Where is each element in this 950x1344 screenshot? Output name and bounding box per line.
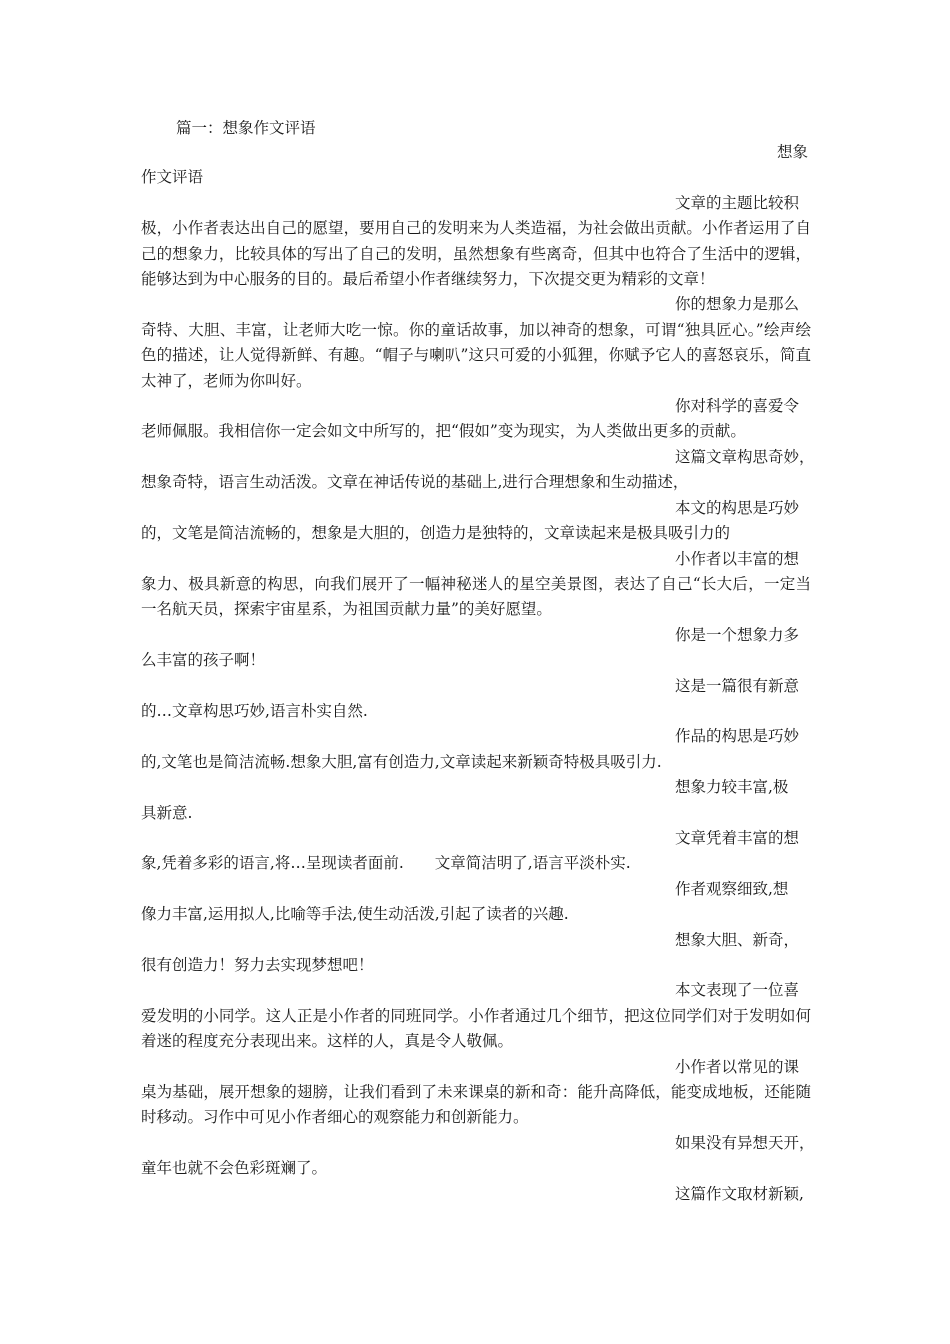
paragraph-body-text: 像力丰富,运用拟人,比喻等手法,使生动活泼,引起了读者的兴趣.: [141, 905, 569, 924]
comment-paragraph: [141, 1055, 811, 1131]
paragraph-body-text: 奇特、大胆、丰富，让老师大吃一惊。你的童话故事，加以神奇的想象，可谓“独具匠心。”绘声绘色的描述，让人觉得新鲜、有趣。“帽子与喇叭”这只可爱的小狐狸，你赋予它人的喜怒哀乐，简直太神了，老师为你叫好。: [141, 320, 811, 390]
paragraph-lead-text: 想象大胆、新奇，: [675, 930, 800, 949]
paragraph-body-text: 想象奇特，语言生动活泼。文章在神话传说的基础上,进行合理想象和生动描述，: [141, 473, 689, 492]
paragraph-body-text: 很有创造力！努力去实现梦想吧！: [141, 956, 374, 974]
paragraph-body-text: 么丰富的孩子啊！: [141, 651, 266, 670]
paragraph-body-text: 老师佩服。我相信你一定会如文中所写的，把“假如”变为现实，为人类做出更多的贡献。: [141, 422, 746, 441]
paragraph-lead: [141, 140, 811, 165]
paragraph-lead-text: 本文表现了一位喜: [675, 981, 800, 1000]
paragraph-lead: [141, 724, 811, 749]
comment-paragraph: [141, 445, 815, 496]
document-body: [141, 140, 815, 1207]
comment-paragraph: [141, 724, 811, 775]
paragraph-lead: [141, 877, 811, 902]
paragraph-body-text: 的,文笔也是简洁流畅.想象大胆,富有创造力,文章读起来新颖奇特极具吸引力.: [141, 752, 662, 771]
paragraph-body-text: 的…文章构思巧妙,语言朴实自然.: [141, 701, 368, 720]
paragraph-body-text: 童年也就不会色彩斑斓了。: [141, 1159, 328, 1178]
comment-paragraph: [141, 978, 811, 1054]
paragraph-lead-text: 小作者以丰富的想: [675, 549, 800, 568]
paragraph-lead-text: 如果没有异想天开，: [675, 1133, 815, 1152]
comment-paragraph: [141, 928, 811, 979]
comment-paragraph: [141, 496, 811, 547]
paragraph-lead: [141, 928, 811, 953]
paragraph-lead: [141, 623, 811, 648]
paragraph-lead: [141, 191, 811, 216]
paragraph-lead-text: 文章的主题比较积: [675, 193, 800, 212]
paragraph-lead-text: 想象力较丰富,极: [675, 778, 789, 797]
paragraph-lead: [141, 1131, 815, 1156]
comment-paragraph: [141, 394, 811, 445]
paragraph-lead: [141, 445, 815, 470]
comment-paragraph: [141, 623, 811, 674]
paragraph-lead: [141, 826, 811, 851]
comment-paragraph: [141, 140, 811, 191]
paragraph-lead-text: 你是一个想象力多: [675, 625, 800, 644]
paragraph-body-text: 象力、极具新意的构思，向我们展开了一幅神秘迷人的星空美景图，表达了自己“长大后，一定当一名航天员，探索宇宙星系，为祖国贡献力量”的美好愿望。: [141, 574, 811, 619]
paragraph-lead-text: 你对科学的喜爱令: [675, 397, 800, 416]
comment-paragraph: [141, 547, 811, 623]
paragraph-lead-text: 这篇作文取材新颖,: [675, 1184, 804, 1203]
paragraph-lead-text: 你的想象力是那么: [675, 295, 800, 314]
comment-paragraph: [141, 826, 811, 877]
paragraph-body-text: 具新意.: [141, 803, 193, 822]
paragraph-lead: [141, 394, 811, 419]
paragraph-lead-text: 作品的构思是巧妙: [675, 727, 800, 746]
paragraph-body-text: 的，文笔是简洁流畅的，想象是大胆的，创造力是独特的，文章读起来是极具吸引力的: [141, 524, 731, 543]
comment-paragraph: [141, 775, 811, 826]
paragraph-lead-text: 本文的构思是巧妙: [675, 498, 800, 517]
paragraph-body-text: 象,凭着多彩的语言,将…呈现读者面前. 文章简洁明了,语言平淡朴实.: [141, 854, 631, 873]
paragraph-lead-text: 文章凭着丰富的想: [675, 828, 800, 847]
comment-paragraph: [141, 191, 811, 293]
paragraph-body-text: 爱发明的小同学。这人正是小作者的同班同学。小作者通过几个细节，把这位同学们对于发明如何着迷的程度充分表现出来。这样的人，真是令人敬佩。: [141, 1006, 811, 1051]
comment-paragraph: [141, 1131, 815, 1182]
paragraph-lead: [141, 1055, 811, 1080]
paragraph-body-text: 作文评语: [141, 168, 204, 187]
paragraph-lead: [141, 547, 811, 572]
paragraph-lead-text: 作者观察细致,想: [675, 879, 789, 898]
comment-paragraph: [141, 292, 811, 394]
paragraph-lead: [141, 292, 811, 317]
document-title: 篇一：想象作文评语: [176, 119, 316, 137]
paragraph-lead: [141, 978, 811, 1003]
paragraph-lead: [141, 674, 811, 699]
paragraph-lead-text: 小作者以常见的课: [675, 1057, 800, 1076]
comment-paragraph: [141, 877, 811, 928]
paragraph-lead: [141, 775, 811, 800]
paragraph-lead: [141, 496, 811, 521]
paragraph-lead-text: 这是一篇很有新意: [675, 676, 800, 695]
paragraph-lead: [141, 1182, 811, 1207]
paragraph-lead-text: 这篇文章构思奇妙，: [675, 447, 815, 466]
paragraph-body-text: 桌为基础，展开想象的翅膀，让我们看到了未来课桌的新和奇：能升高降低，能变成地板，还能随时移动。习作中可见小作者细心的观察能力和创新能力。: [141, 1083, 811, 1127]
paragraph-lead-text: 想象: [777, 143, 809, 161]
comment-paragraph: [141, 1182, 811, 1207]
comment-paragraph: [141, 674, 811, 725]
paragraph-body-text: 极，小作者表达出自己的愿望，要用自己的发明来为人类造福，为社会做出贡献。小作者运用了自己的想象力，比较具体的写出了自己的发明，虽然想象有些离奇，但其中也符合了生活中的逻辑，能够达到为中心服务的目的。最后希望小作者继续努力，下次提交更为精彩的文章！: [141, 219, 811, 289]
